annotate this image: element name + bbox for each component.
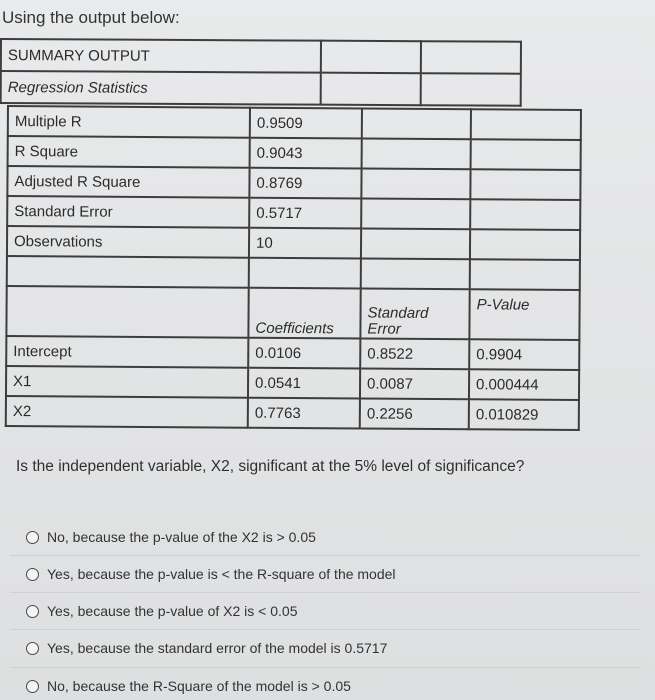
coefficients-header: Coefficients: [248, 288, 360, 339]
empty-cell: [361, 258, 470, 289]
summary-output-title: SUMMARY OUTPUT: [1, 39, 321, 73]
coef-row-label: X1: [6, 366, 248, 398]
answer-option-label: No, because the R-Square of the model is > 0.05: [47, 678, 351, 694]
stat-label: Multiple R: [8, 106, 250, 138]
empty-cell: [321, 73, 421, 106]
table-row: [6, 396, 579, 430]
empty-cell: [361, 228, 470, 259]
radio-button-icon[interactable]: [26, 568, 39, 581]
option-divider: [10, 667, 640, 668]
empty-cell: [361, 168, 470, 199]
regression-table: [5, 105, 582, 431]
table-row: [7, 256, 580, 290]
table-row: [1, 39, 521, 74]
empty-cell: [470, 259, 580, 290]
empty-cell: [362, 138, 471, 169]
standard-error-value: 0.0087: [360, 368, 469, 399]
table-row: [7, 226, 580, 260]
empty-cell: [249, 258, 361, 289]
table-row: [7, 196, 580, 230]
table-row: [7, 166, 580, 200]
stat-label: Standard Error: [7, 196, 249, 228]
p-value: 0.010829: [469, 399, 579, 430]
table-row: [1, 71, 521, 106]
table-row: [8, 136, 581, 170]
empty-cell: [6, 286, 248, 338]
empty-cell: [421, 73, 521, 106]
standard-error-header-line1: Standard: [367, 304, 429, 322]
empty-cell: [7, 256, 249, 288]
answer-option-label: No, because the p-value of the X2 is > 0.05: [47, 529, 316, 545]
coefficient-value: 0.7763: [248, 398, 360, 429]
stat-label: Adjusted R Square: [7, 166, 249, 198]
answer-option-3[interactable]: [26, 603, 586, 619]
empty-cell: [361, 198, 470, 229]
empty-cell: [321, 41, 421, 74]
empty-cell: [471, 139, 581, 170]
coefficient-value: 0.0541: [248, 368, 360, 399]
stat-label: R Square: [8, 136, 250, 168]
table-row: [6, 366, 579, 400]
empty-cell: [421, 41, 521, 74]
answer-option-4[interactable]: [26, 640, 586, 656]
standard-error-header: [360, 288, 469, 339]
coef-row-label: Intercept: [6, 336, 248, 368]
stat-value: 0.9509: [250, 108, 362, 139]
answer-option-label: Yes, because the p-value of X2 is < 0.05: [47, 603, 298, 619]
coef-row-label: X2: [6, 396, 248, 428]
stat-label: Observations: [7, 226, 249, 258]
regression-statistics-label: Regression Statistics: [1, 71, 321, 105]
standard-error-value: 0.2256: [360, 398, 469, 429]
answer-option-5[interactable]: [26, 678, 586, 694]
option-divider: [10, 629, 640, 630]
standard-error-header-line2: Error: [367, 320, 401, 338]
question-text: Is the independent variable, X2, significant at the 5% level of significance?: [16, 458, 525, 475]
radio-button-icon[interactable]: [26, 680, 39, 693]
option-divider: [10, 592, 640, 593]
p-value: 0.000444: [469, 369, 579, 400]
table-row: [6, 336, 579, 370]
coefficient-header-row: [6, 286, 579, 340]
stat-value: 0.5717: [249, 198, 361, 229]
standard-error-value: 0.8522: [360, 338, 469, 369]
answer-option-2[interactable]: [26, 566, 586, 582]
answer-option-label: Yes, because the p-value is < the R-square of the model: [47, 566, 396, 582]
radio-button-icon[interactable]: [26, 605, 39, 618]
p-value-header: P-Value: [469, 289, 579, 340]
answer-option-1[interactable]: [26, 529, 586, 545]
intro-text: Using the output below:: [2, 8, 180, 27]
stat-value: 0.9043: [250, 138, 362, 169]
radio-button-icon[interactable]: [26, 531, 39, 544]
table-row: [8, 106, 581, 140]
empty-cell: [362, 108, 471, 139]
answer-option-label: Yes, because the standard error of the model is 0.5717: [47, 640, 388, 656]
option-divider: [10, 555, 640, 556]
coefficient-value: 0.0106: [248, 338, 360, 369]
summary-header-table: [0, 38, 522, 107]
empty-cell: [470, 169, 580, 200]
empty-cell: [470, 199, 580, 230]
empty-cell: [471, 109, 581, 140]
p-value: 0.9904: [469, 339, 579, 370]
empty-cell: [470, 229, 580, 260]
radio-button-icon[interactable]: [26, 642, 39, 655]
stat-value: 0.8769: [249, 168, 361, 199]
stat-value: 10: [249, 228, 361, 259]
